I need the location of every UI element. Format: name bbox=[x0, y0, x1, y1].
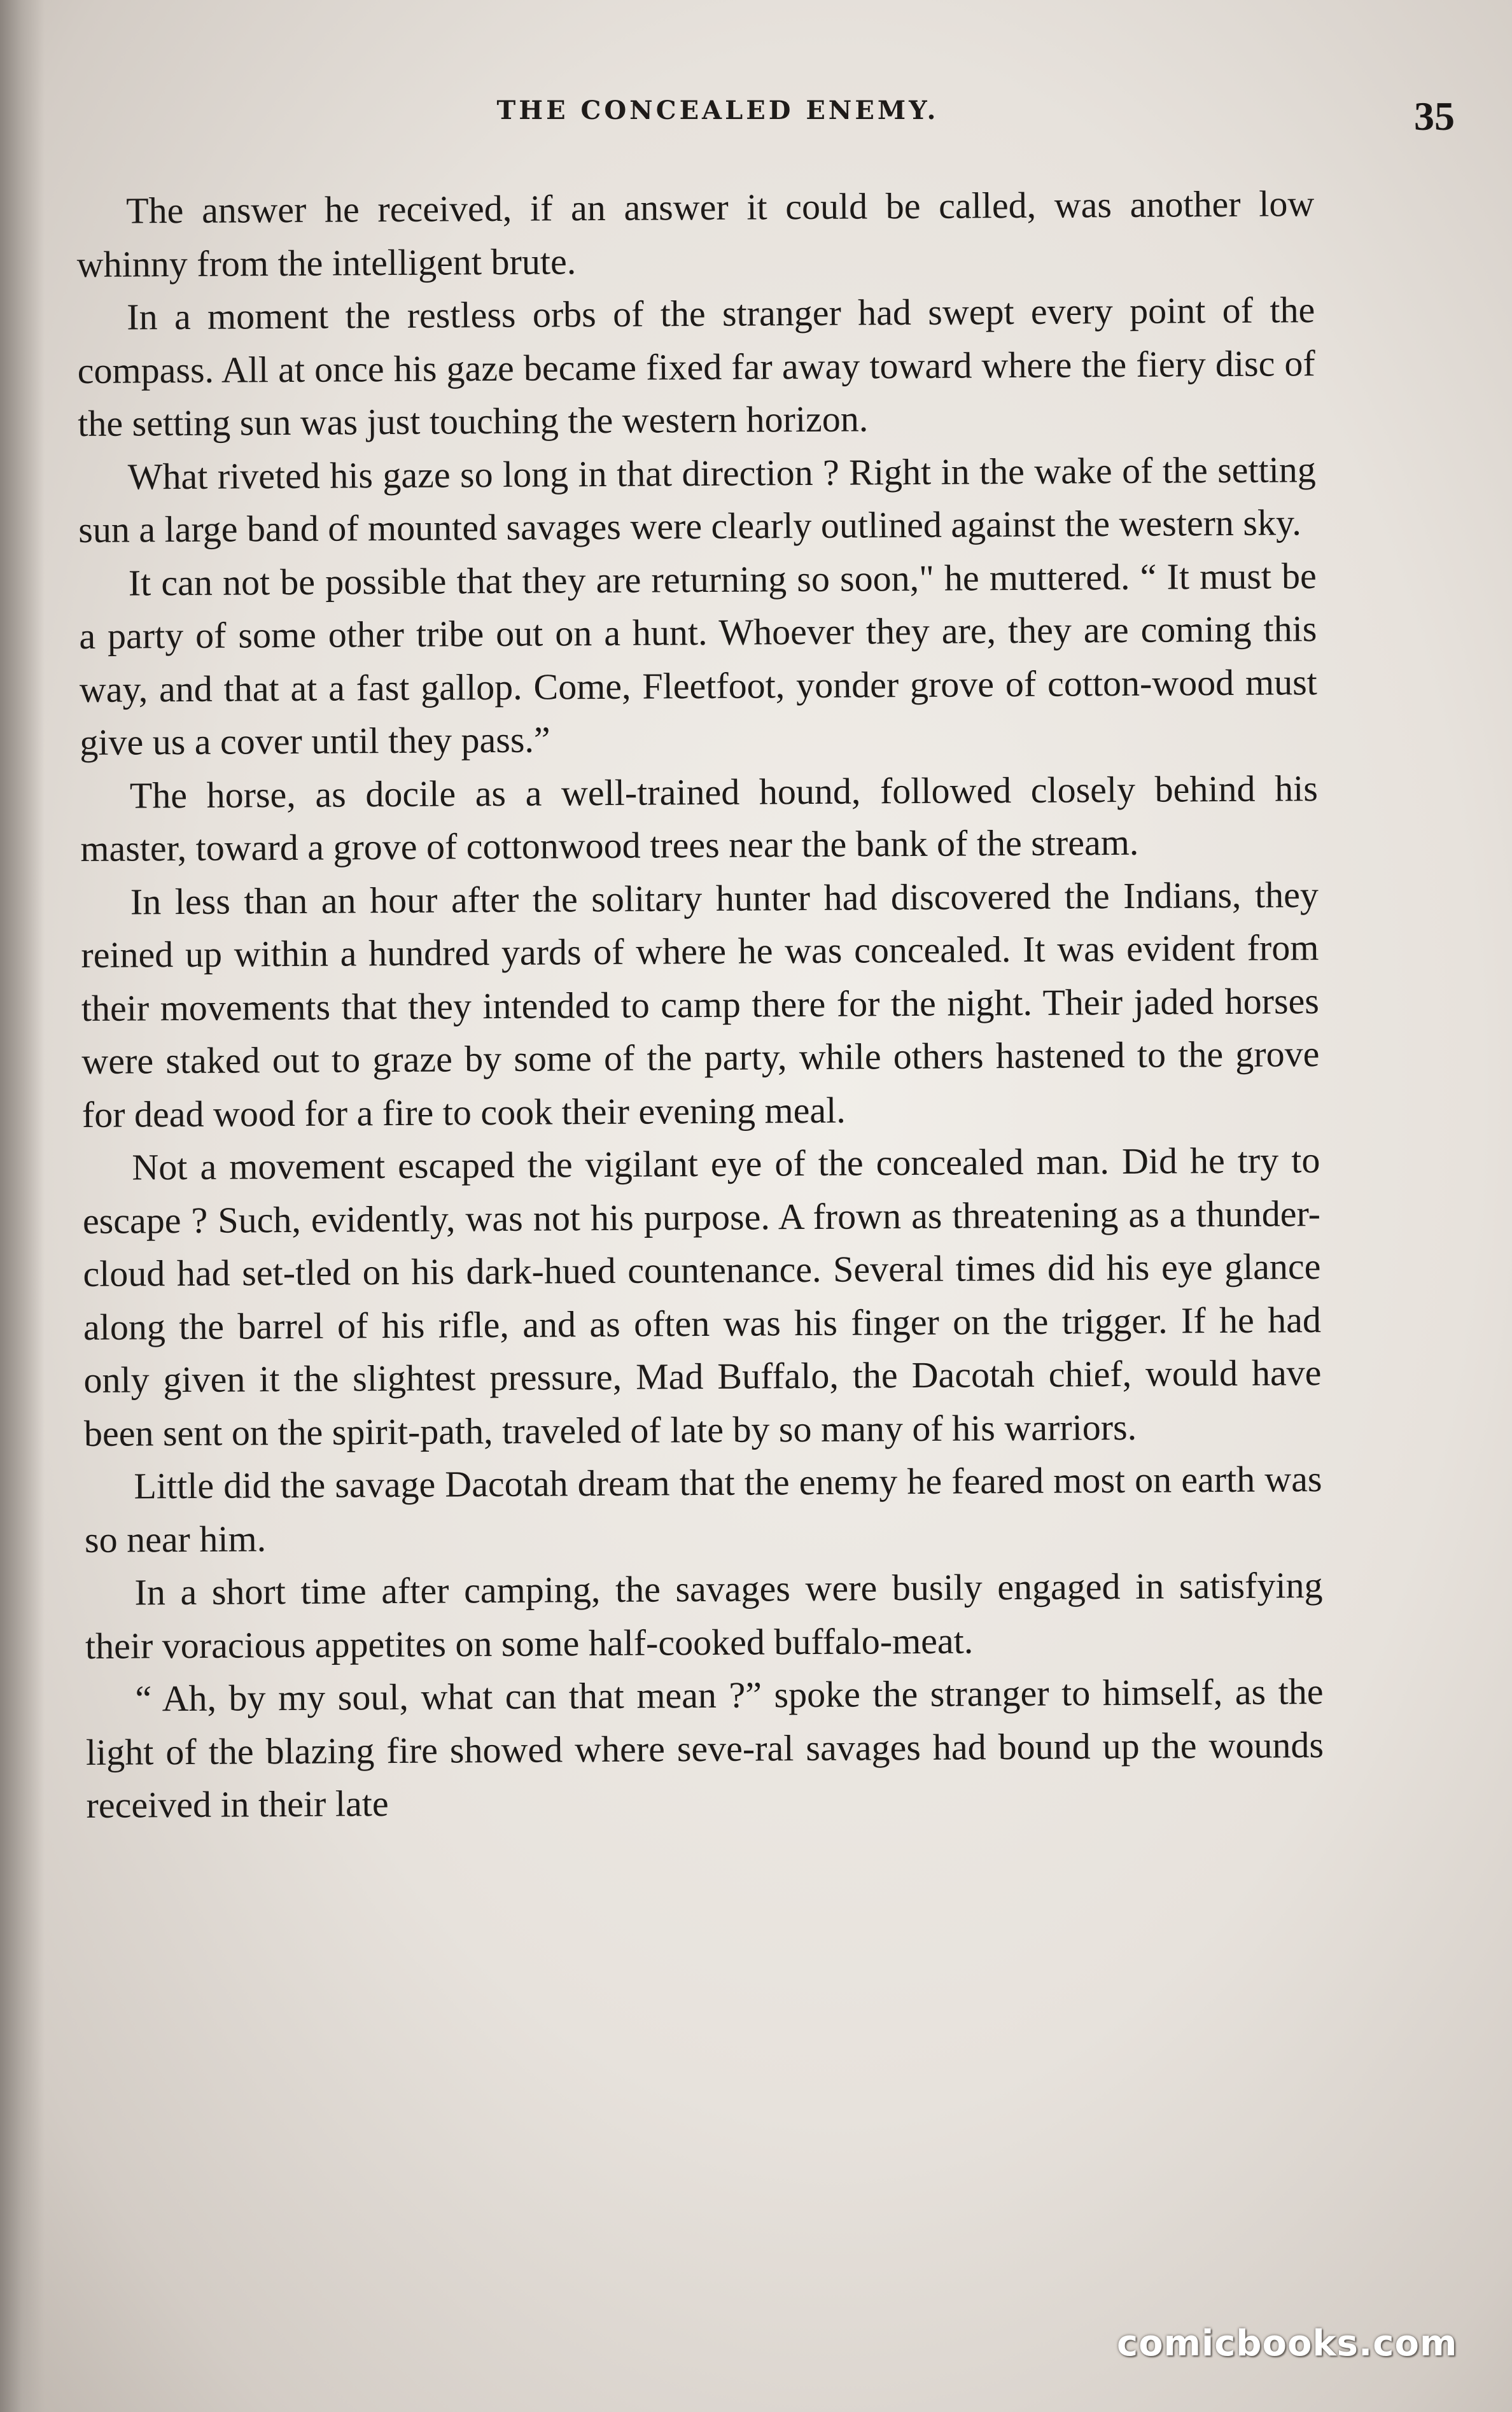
paragraph: The horse, as docile as a well-trained hound, followed closely behind his master, toward a grove of cottonwood trees near the bank of the stream. bbox=[80, 767, 1319, 869]
paragraph: The answer he received, if an answer it could be called, was another low whinny from the intelligent brute. bbox=[76, 183, 1315, 285]
paragraph: In a short time after camping, the savages were busily engaged in satisfying their voracious appetites on some half-cooked buffalo-meat. bbox=[85, 1564, 1323, 1667]
paragraph: “ Ah, by my soul, what can that mean ?” spoke the stranger to himself, as the light of the blazing fire showed where seve-ral savages had bound up the wounds received in their late bbox=[85, 1671, 1324, 1826]
paragraph: In less than an hour after the solitary hunter had discovered the Indians, they reined up within a hundred yards of where he was concealed. It was evident from their movements that they intended to camp there for the night. Their jaded horses were staked out to graze by some of the party, while others hastened to the grove for dead wood for a fire to cook their evening meal. bbox=[81, 873, 1320, 1135]
paragraph: In a moment the restless orbs of the stranger had swept every point of the compass. All at once his gaze became fixed far away toward where the fiery disc of the setting sun was just touching the western horizon. bbox=[77, 289, 1315, 444]
running-title: THE CONCEALED ENEMY. bbox=[496, 95, 939, 125]
page-header bbox=[89, 94, 1455, 153]
paragraph: Little did the savage Dacotah dream that the enemy he feared most on earth was so near him. bbox=[84, 1458, 1322, 1560]
body-text bbox=[76, 177, 1324, 1832]
paragraph: It can not be possible that they are returning so soon," he muttered. “ It must be a party of some other tribe out on a hunt. Whoever they are, they are coming this way, and that at a fast gallop. Come, Fleetfoot, yonder grove of cotton-wood must give us a cover until they pass.” bbox=[79, 554, 1318, 763]
page-binding-edge bbox=[0, 0, 45, 2412]
paragraph: What riveted his gaze so long in that direction ? Right in the wake of the setting sun a large band of mounted savages were clearly outlined against the western sky. bbox=[78, 448, 1316, 550]
watermark: comicbooks.com bbox=[1117, 2323, 1458, 2364]
page-number: 35 bbox=[1414, 94, 1455, 139]
paragraph: Not a movement escaped the vigilant eye of the concealed man. Did he try to escape ? Such, evidently, was not his purpose. A frown as threatening as a thunder-cloud had set-tled on his dark-hued countenance. Several times did his eye glance along the barrel of his rifle, and as often was his finger on the trigger. If he had only given it the slightest pressure, Mad Buffalo, the Dacotah chief, would have been sent on the spirit-path, traveled of late by so many of his warriors. bbox=[82, 1139, 1322, 1454]
